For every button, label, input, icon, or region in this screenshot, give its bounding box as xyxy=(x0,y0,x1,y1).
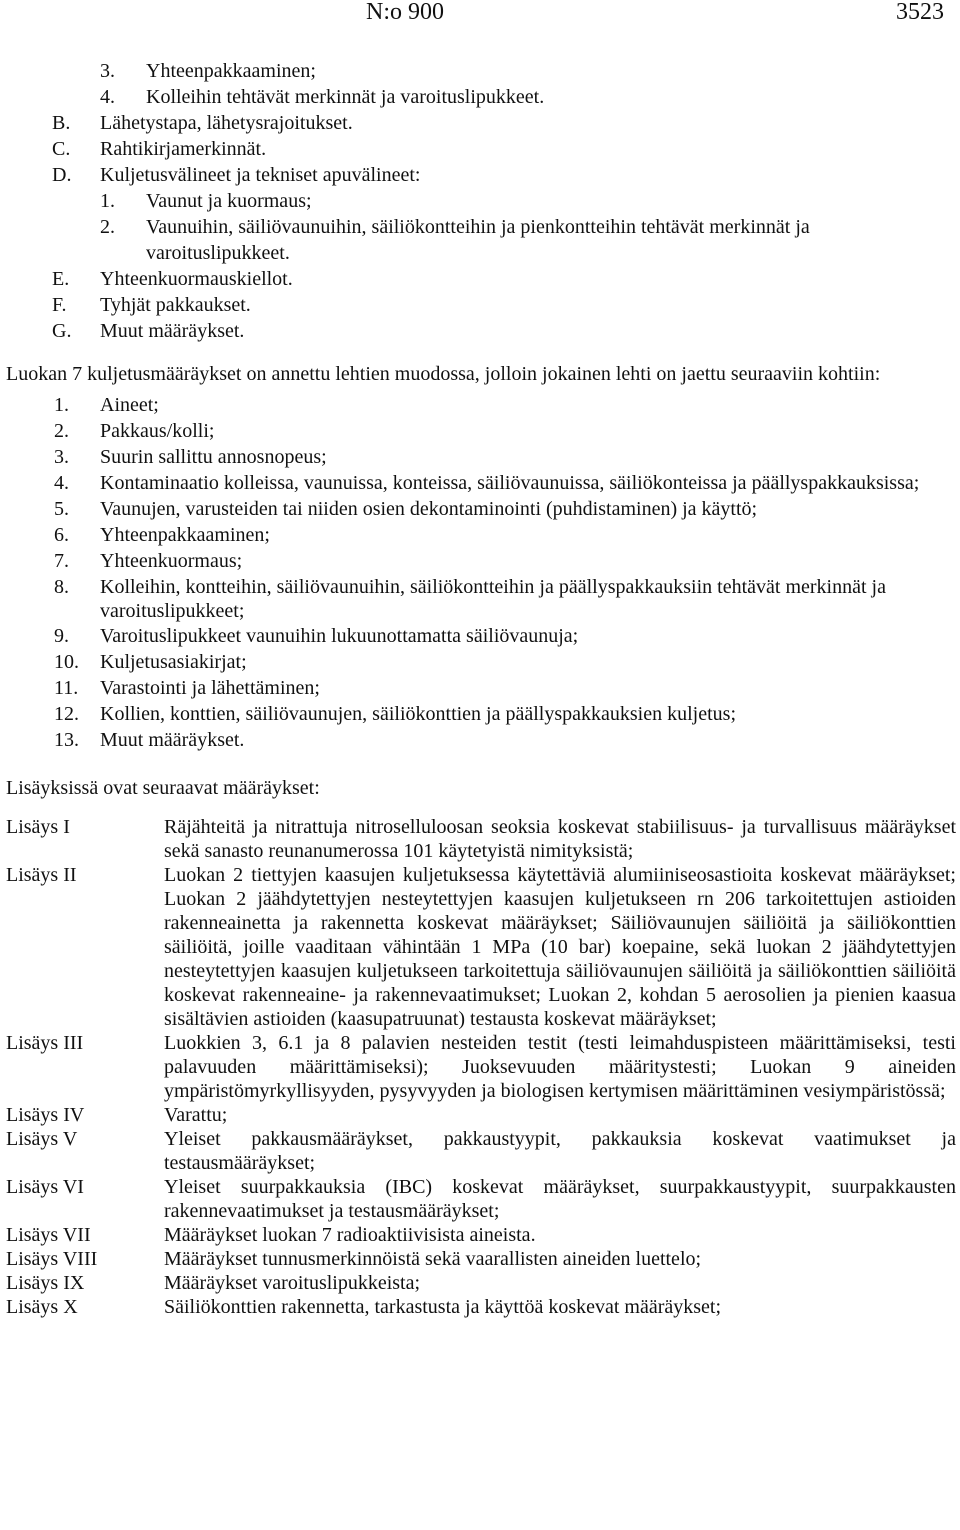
annex-item xyxy=(6,1031,956,1103)
item-text: Pakkaus/kolli; xyxy=(100,420,215,442)
item-label: 10. xyxy=(54,651,79,673)
page-header xyxy=(0,0,960,30)
item-text: Varastointi ja lähettäminen; xyxy=(100,677,320,699)
class7-item xyxy=(6,548,956,574)
item-text: Aineet; xyxy=(100,394,159,416)
class7-item xyxy=(6,623,956,649)
item-text: Määräykset tunnusmerkinnöistä sekä vaarallisten aineiden luettelo; xyxy=(164,1248,702,1270)
item-label: Lisäys V xyxy=(6,1128,78,1150)
annex-item xyxy=(6,1127,956,1175)
class7-item xyxy=(6,574,956,623)
outline-item xyxy=(6,292,956,318)
item-label: Lisäys I xyxy=(6,816,70,838)
item-text: Suurin sallittu annosnopeus; xyxy=(100,446,327,468)
annex-item xyxy=(6,1295,956,1319)
outline-item xyxy=(6,110,956,136)
item-label: Lisäys VII xyxy=(6,1224,91,1246)
item-label: 8. xyxy=(54,576,69,598)
annex-item xyxy=(6,1271,956,1295)
class7-item xyxy=(6,392,956,418)
item-label: Lisäys IV xyxy=(6,1104,85,1126)
item-text: Luokkien 3, 6.1 ja 8 palavien nesteiden testit (testi leimahduspisteen määrittämiseksi, testi palavuuden määrittämiseksi); Juoksevuuden määritystesti; Luokan 9 aineiden ympäristömyrkyllisyyden, pysyvyyden ja biologisen kertymisen määrittäminen vesiympäristössä; xyxy=(164,1032,956,1102)
page-number: 3523 xyxy=(896,0,944,25)
item-label: 1. xyxy=(54,394,69,416)
annex-item xyxy=(6,1103,956,1127)
item-text: Kuljetusvälineet ja tekniset apuvälineet: xyxy=(100,164,421,186)
item-label: F. xyxy=(52,294,67,316)
item-label: B. xyxy=(52,112,71,134)
outline-item xyxy=(6,58,956,84)
item-label: 2. xyxy=(54,420,69,442)
class7-item-list xyxy=(6,392,956,753)
item-text: Muut määräykset. xyxy=(100,729,245,751)
outline-item xyxy=(6,84,956,110)
item-text: Varoituslipukkeet vaunuihin lukuunottamatta säiliövaunuja; xyxy=(100,625,579,647)
document-number: N:o 900 xyxy=(366,0,444,25)
item-label: 4. xyxy=(54,472,69,494)
class7-item xyxy=(6,522,956,548)
page-body xyxy=(6,58,956,1319)
item-text: Yleiset pakkausmääräykset, pakkaustyypit, pakkauksia koskevat vaatimukset ja testausmääräykset; xyxy=(164,1128,956,1174)
class7-item xyxy=(6,701,956,727)
class7-item xyxy=(6,649,956,675)
annex-item xyxy=(6,863,956,1031)
item-text: Määräykset varoituslipukkeista; xyxy=(164,1272,421,1294)
item-label: 13. xyxy=(54,729,79,751)
item-text: Rahtikirjamerkinnät. xyxy=(100,138,267,160)
item-label: G. xyxy=(52,320,72,342)
item-text: Räjähteitä ja nitrattuja nitroselluloosan seoksia koskevat stabiilisuus- ja turvallisuus määräykset sekä sanasto reunanumerossa 101 käytetyistä nimityksistä; xyxy=(164,816,956,862)
class7-item xyxy=(6,496,956,522)
item-text: Yhteenkuormaus; xyxy=(100,550,243,572)
item-text: Kuljetusasiakirjat; xyxy=(100,651,247,673)
annex-item xyxy=(6,815,956,863)
outline-item xyxy=(6,214,956,266)
item-text: Lähetystapa, lähetysrajoitukset. xyxy=(100,112,353,134)
item-label: C. xyxy=(52,138,71,160)
item-text: Yhteenpakkaaminen; xyxy=(146,60,316,82)
annex-item xyxy=(6,1223,956,1247)
item-text: Luokan 2 tiettyjen kaasujen kuljetuksessa käytettäviä alumiiniseosastioita koskevat määräykset; Luokan 2 jäähdytettyjen nesteytettyjen kaasujen kuljetukseen rn 206 tarkoitettujen astioiden rakenneainetta ja rakennetta koskevat määräykset; Säiliövaunujen säiliöitä ja säiliökonttien säiliöitä, joille vaaditaan vähintään 1 MPa (10 bar) koepaine, sekä luokan 2 jäähdytettyjen nesteytettyjen kaasujen kuljetukseen tarkoitettuja säiliövaunujen säiliöitä ja säiliökonttien säiliöitä koskevat rakenneaine- ja rakennevaatimukset; Luokan 2, kohdan 5 aerosolien ja pienien kaasua sisältävien astioiden (kaasupatruunat) testausta koskevat määräykset; xyxy=(164,864,956,1030)
class7-item xyxy=(6,675,956,701)
item-label: 7. xyxy=(54,550,69,572)
outline-item xyxy=(6,318,956,344)
class7-item xyxy=(6,418,956,444)
item-label: Lisäys VI xyxy=(6,1176,84,1198)
item-text: Yhteenkuormauskiellot. xyxy=(100,268,293,290)
item-label: Lisäys VIII xyxy=(6,1248,98,1270)
item-label: D. xyxy=(52,164,72,186)
item-label: 4. xyxy=(100,86,115,108)
item-label: Lisäys X xyxy=(6,1296,78,1318)
item-text: Vaunut ja kuormaus; xyxy=(146,190,312,212)
item-text: Vaunujen, varusteiden tai niiden osien dekontaminointi (puhdistaminen) ja käyttö; xyxy=(100,498,758,520)
annex-list xyxy=(6,815,956,1319)
item-text: Kontaminaatio kolleissa, vaunuissa, konteissa, säiliövaunuissa, säiliökonteissa ja päällyspakkauksissa; xyxy=(100,472,920,494)
item-text: Yhteenpakkaaminen; xyxy=(100,524,270,546)
item-text: Muut määräykset. xyxy=(100,320,245,342)
annex-intro: Lisäyksissä ovat seuraavat määräykset: xyxy=(6,777,320,799)
item-label: 3. xyxy=(54,446,69,468)
item-label: 5. xyxy=(54,498,69,520)
class7-item xyxy=(6,727,956,753)
item-label: Lisäys II xyxy=(6,864,77,886)
item-text: Määräykset luokan 7 radioaktiivisista aineista. xyxy=(164,1224,536,1246)
class7-item xyxy=(6,470,956,496)
class7-item xyxy=(6,444,956,470)
item-label: Lisäys IX xyxy=(6,1272,85,1294)
item-text: Kolleihin, kontteihin, säiliövaunuihin, säiliökontteihin ja päällyspakkauksiin tehtävät merkinnät ja varoituslipukkeet; xyxy=(100,576,886,622)
item-label: 11. xyxy=(54,677,79,699)
item-text: Säiliökonttien rakennetta, tarkastusta ja käyttöä koskevat määräykset; xyxy=(164,1296,722,1318)
class7-paragraph: Luokan 7 kuljetusmääräykset on annettu lehtien muodossa, jolloin jokainen lehti on jaettu seuraaviin kohtiin: xyxy=(6,363,881,385)
item-label: 6. xyxy=(54,524,69,546)
item-text: Yleiset suurpakkauksia (IBC) koskevat määräykset, suurpakkaustyypit, suurpakkausten rakennevaatimukset ja testausmääräykset; xyxy=(164,1176,956,1222)
item-text: Kolleihin tehtävät merkinnät ja varoituslipukkeet. xyxy=(146,86,545,108)
outline-item xyxy=(6,162,956,188)
item-label: 9. xyxy=(54,625,69,647)
item-text: Varattu; xyxy=(164,1104,228,1126)
item-label: 12. xyxy=(54,703,79,725)
annex-item xyxy=(6,1247,956,1271)
item-label: E. xyxy=(52,268,70,290)
item-label: 1. xyxy=(100,190,115,212)
outline-list xyxy=(6,58,956,344)
item-label: 3. xyxy=(100,60,115,82)
outline-item xyxy=(6,188,956,214)
outline-item xyxy=(6,136,956,162)
item-text: Tyhjät pakkaukset. xyxy=(100,294,251,316)
item-label: Lisäys III xyxy=(6,1032,84,1054)
outline-item xyxy=(6,266,956,292)
item-text: Vaunuihin, säiliövaunuihin, säiliökontteihin ja pienkontteihin tehtävät merkinnät ja varoituslipukkeet. xyxy=(146,216,810,264)
item-text: Kollien, konttien, säiliövaunujen, säiliökonttien ja päällyspakkauksien kuljetus; xyxy=(100,703,736,725)
annex-item xyxy=(6,1175,956,1223)
item-label: 2. xyxy=(100,216,115,238)
